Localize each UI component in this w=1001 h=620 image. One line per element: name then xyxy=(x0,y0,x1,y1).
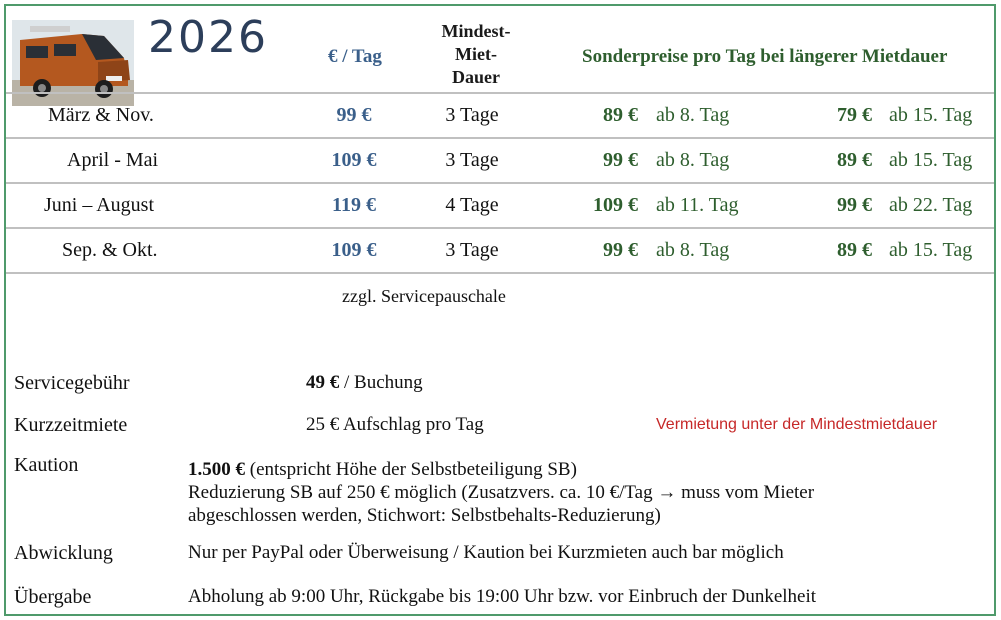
special-price-column-header: Sonderpreise pro Tag bei längerer Mietdauer xyxy=(582,46,948,67)
special-price-2: 89 € xyxy=(837,239,872,261)
deposit-line-1 xyxy=(188,458,978,481)
deposit-line-2: Reduzierung SB auf 250 € möglich (Zusatzvers. ca. 10 €/Tag → muss vom Mieter xyxy=(188,482,815,503)
special-from-2: ab 15. Tag xyxy=(889,149,973,171)
deposit-line-1-text: (entspricht Höhe der Selbstbeteiligung SB) xyxy=(245,459,577,480)
min-duration: 3 Tage xyxy=(445,239,499,261)
min-duration-column-header xyxy=(426,20,526,89)
table-row xyxy=(6,184,994,229)
row-divider xyxy=(6,272,994,274)
table-row xyxy=(6,94,994,139)
table-row xyxy=(6,139,994,184)
short-term-note: Vermietung unter der Mindestmietdauer xyxy=(656,416,938,433)
min-duration-header-line: Mindest- xyxy=(441,21,511,41)
season-label: Juni – August xyxy=(44,194,155,216)
special-from-1: ab 8. Tag xyxy=(656,239,730,261)
special-price-1: 109 € xyxy=(593,194,638,216)
base-price: 109 € xyxy=(331,149,377,171)
special-from-1: ab 8. Tag xyxy=(656,149,730,171)
season-label: Sep. & Okt. xyxy=(62,239,158,261)
min-duration: 3 Tage xyxy=(445,104,499,126)
price-column-header: € / Tag xyxy=(328,46,382,67)
deposit-label: Kaution xyxy=(14,454,79,476)
special-from-2: ab 15. Tag xyxy=(889,239,973,261)
special-from-2: ab 22. Tag xyxy=(889,194,973,216)
special-from-1: ab 8. Tag xyxy=(656,104,730,126)
handover-value: Abholung ab 9:00 Uhr, Rückgabe bis 19:00 Uhr bzw. vor Einbruch der Dunkelheit xyxy=(188,586,817,607)
deposit-line-3: abgeschlossen werden, Stichwort: Selbstbehalts-Reduzierung) xyxy=(188,505,661,526)
min-duration-header-line: Miet- xyxy=(455,44,497,64)
service-fee-value xyxy=(306,372,423,394)
min-duration-header-line: Dauer xyxy=(452,67,500,87)
season-label: April - Mai xyxy=(67,149,159,171)
min-duration: 4 Tage xyxy=(445,194,499,216)
service-fee-note: zzgl. Servicepauschale xyxy=(342,286,506,306)
service-fee-amount: 49 € xyxy=(306,372,340,393)
base-price: 119 € xyxy=(332,194,376,216)
payment-value: Nur per PayPal oder Überweisung / Kaution bei Kurzmieten auch bar möglich xyxy=(188,542,784,563)
min-duration: 3 Tage xyxy=(445,149,499,171)
year-title: 2026 xyxy=(148,12,268,63)
special-from-1: ab 11. Tag xyxy=(656,194,739,216)
deposit-value xyxy=(188,458,978,527)
special-price-1: 99 € xyxy=(603,239,638,261)
special-price-2: 89 € xyxy=(837,149,872,171)
deposit-amount: 1.500 € xyxy=(188,459,245,480)
service-fee-label: Servicegebühr xyxy=(14,372,130,394)
special-price-1: 89 € xyxy=(603,104,638,126)
handover-label: Übergabe xyxy=(14,586,92,608)
base-price: 99 € xyxy=(336,104,372,126)
base-price: 109 € xyxy=(331,239,377,261)
payment-label: Abwicklung xyxy=(14,542,113,564)
price-sheet xyxy=(4,4,996,616)
service-fee-unit: / Buchung xyxy=(339,372,423,393)
short-term-label: Kurzzeitmiete xyxy=(14,414,128,436)
special-price-2: 99 € xyxy=(837,194,872,216)
table-row xyxy=(6,229,994,274)
special-price-2: 79 € xyxy=(837,104,872,126)
short-term-value: 25 € Aufschlag pro Tag xyxy=(306,414,484,435)
special-from-2: ab 15. Tag xyxy=(889,104,973,126)
season-label: März & Nov. xyxy=(48,104,154,126)
special-price-1: 99 € xyxy=(603,149,638,171)
